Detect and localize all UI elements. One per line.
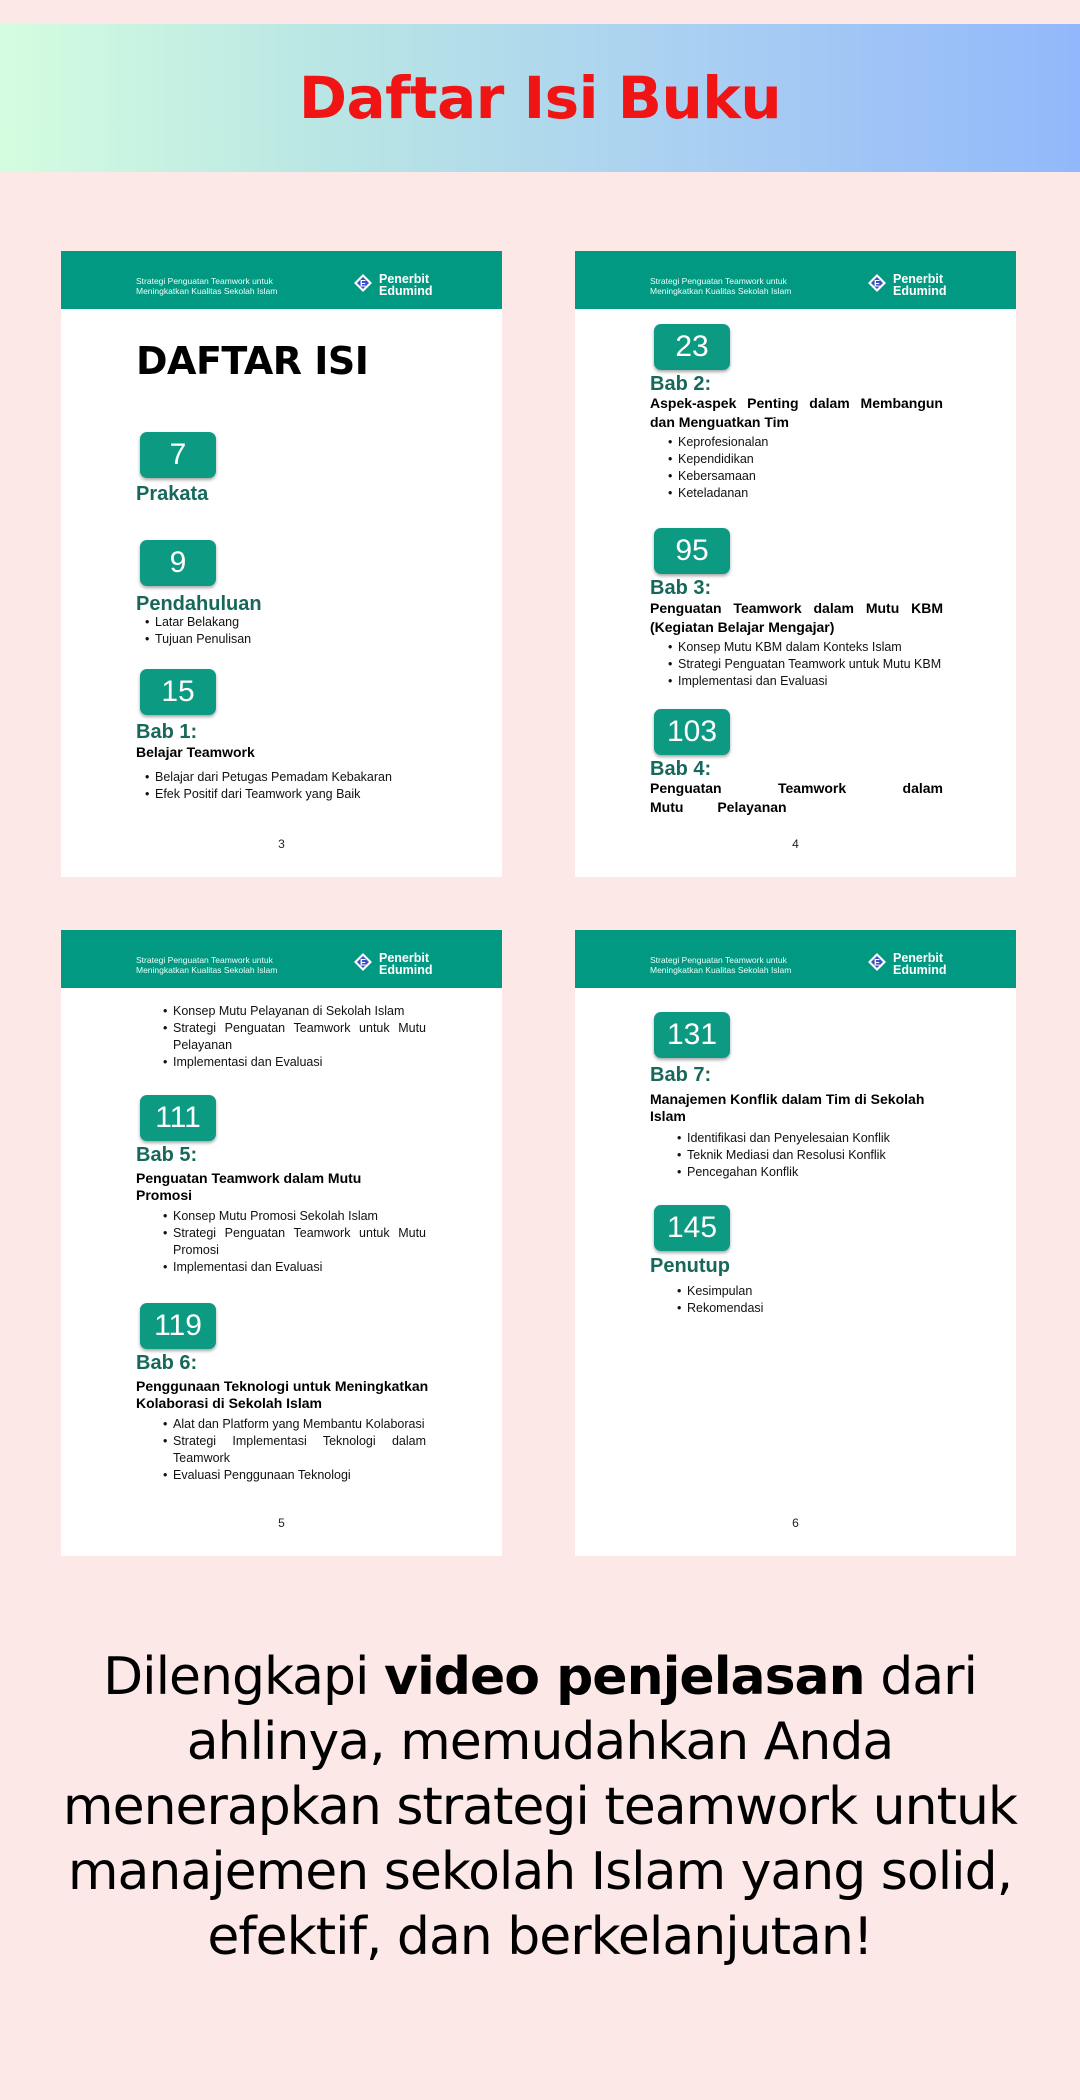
list-item: • Efek Positif dari Teamwork yang Baik	[155, 786, 425, 803]
list-item: • Konsep Mutu Promosi Sekolah Islam	[173, 1208, 426, 1225]
chapter-title: Belajar Teamwork	[136, 744, 255, 760]
list-item: • Kebersamaan	[678, 468, 938, 485]
toc-page-6	[575, 930, 1016, 1556]
list-item: • Implementasi dan Evaluasi	[173, 1259, 426, 1276]
list-item: • Latar Belakang	[155, 614, 425, 631]
list-item: • Evaluasi Penggunaan Teknologi	[173, 1467, 426, 1484]
toc-page-5	[61, 930, 502, 1556]
page-header	[575, 251, 1016, 309]
chapter-title: Penguatan Teamwork dalam Mutu Promosi	[136, 1170, 362, 1203]
list-item: • Keprofesionalan	[678, 434, 938, 451]
list-item: • Kesimpulan	[687, 1283, 940, 1300]
svg-text:E: E	[359, 278, 367, 289]
chapter-label: Bab 7:	[650, 1064, 712, 1086]
list-item: • Alat dan Platform yang Membantu Kolaborasi	[173, 1416, 426, 1433]
tagline-emphasis: video penjelasan	[384, 1647, 865, 1707]
chapter-items	[173, 1208, 426, 1276]
chapter-label: Bab 5:	[136, 1144, 198, 1166]
page-badge: 23	[654, 324, 730, 370]
list-item: • Keteladanan	[678, 485, 938, 502]
page-badge: 15	[140, 669, 216, 715]
edumind-logo-icon	[353, 952, 373, 972]
chapter-title: Aspek-aspek Penting dalam Membangun dan Menguatkan Tim	[650, 395, 943, 430]
list-item: • Implementasi dan Evaluasi	[173, 1054, 426, 1071]
list-item: • Identifikasi dan Penyelesaian Konflik	[687, 1130, 940, 1147]
page-badge: 103	[654, 709, 730, 755]
edumind-logo-icon	[353, 273, 373, 293]
edumind-logo-icon	[867, 952, 887, 972]
chapter-items	[687, 1283, 940, 1317]
publisher-name: Penerbit Edumind	[379, 951, 433, 977]
title-banner	[0, 24, 1080, 172]
chapter-items	[687, 1130, 940, 1181]
list-item: • Strategi Penguatan Teamwork untuk Mutu Pelayanan	[173, 1020, 426, 1054]
page-badge: 7	[140, 432, 216, 478]
list-item: • Implementasi dan Evaluasi	[678, 673, 943, 690]
page-number: 4	[792, 837, 799, 851]
page-badge: 95	[654, 528, 730, 574]
chapter-items	[173, 1003, 426, 1071]
page-number: 3	[278, 837, 285, 851]
chapter-items	[678, 434, 938, 502]
svg-text:E: E	[873, 278, 881, 289]
chapter-label: Prakata	[136, 483, 209, 505]
toc-page-3	[61, 251, 502, 877]
page-badge: 9	[140, 540, 216, 586]
page-number: 5	[278, 1516, 285, 1530]
chapter-label: Pendahuluan	[136, 593, 262, 615]
page-header	[61, 251, 502, 309]
chapter-title: Penguatan Teamwork dalam Mutu KBM (Kegiatan Belajar Mengajar)	[650, 600, 943, 635]
list-item: • Strategi Implementasi Teknologi dalam Teamwork	[173, 1433, 426, 1467]
book-title: Strategi Penguatan Teamwork untuk Meningkatkan Kualitas Sekolah Islam	[650, 276, 792, 296]
book-title: Strategi Penguatan Teamwork untuk Meningkatkan Kualitas Sekolah Islam	[136, 276, 278, 296]
list-item: • Teknik Mediasi dan Resolusi Konflik	[687, 1147, 940, 1164]
list-item: • Kependidikan	[678, 451, 938, 468]
page-badge: 111	[140, 1095, 216, 1141]
list-item: • Strategi Penguatan Teamwork untuk Mutu KBM	[678, 656, 943, 673]
list-item: • Belajar dari Petugas Pemadam Kebakaran	[155, 769, 425, 786]
list-item: • Rekomendasi	[687, 1300, 940, 1317]
page-header	[61, 930, 502, 988]
chapter-items	[678, 639, 943, 690]
chapter-label: Bab 3:	[650, 577, 712, 599]
toc-heading: DAFTAR ISI	[136, 339, 369, 383]
chapter-label: Bab 2:	[650, 373, 712, 395]
chapter-items	[155, 614, 425, 648]
page-badge: 119	[140, 1303, 216, 1349]
list-item: • Konsep Mutu KBM dalam Konteks Islam	[678, 639, 943, 656]
toc-page-4	[575, 251, 1016, 877]
chapter-items	[155, 769, 425, 803]
list-item: • Konsep Mutu Pelayanan di Sekolah Islam	[173, 1003, 426, 1020]
svg-text:E: E	[359, 957, 367, 968]
chapter-label: Penutup	[650, 1255, 730, 1277]
book-title: Strategi Penguatan Teamwork untuk Meningkatkan Kualitas Sekolah Islam	[650, 955, 792, 975]
chapter-title: Penguatan Teamwork dalam Mutu Pelayanan	[650, 780, 943, 815]
page-header	[575, 930, 1016, 988]
chapter-label: Bab 4:	[650, 758, 712, 780]
list-item: • Strategi Penguatan Teamwork untuk Mutu Promosi	[173, 1225, 426, 1259]
list-item: • Pencegahan Konflik	[687, 1164, 940, 1181]
chapter-label: Bab 6:	[136, 1352, 198, 1374]
promo-tagline: Dilengkapi video penjelasan dari ahlinya, memudahkan Anda menerapkan strategi teamwork untuk manajemen sekolah Islam yang solid, efektif, dan berkelanjutan!	[62, 1647, 1018, 1967]
page-title: Daftar Isi Buku	[298, 64, 782, 132]
page-badge: 145	[654, 1205, 730, 1251]
publisher-name: Penerbit Edumind	[379, 272, 433, 298]
chapter-title: Penggunaan Teknologi untuk Meningkatkan Kolaborasi di Sekolah Islam	[136, 1378, 429, 1411]
page-number: 6	[792, 1516, 799, 1530]
list-item: • Tujuan Penulisan	[155, 631, 425, 648]
book-title: Strategi Penguatan Teamwork untuk Meningkatkan Kualitas Sekolah Islam	[136, 955, 278, 975]
page-badge: 131	[654, 1012, 730, 1058]
chapter-items	[173, 1416, 426, 1484]
publisher-name: Penerbit Edumind	[893, 951, 947, 977]
chapter-label: Bab 1:	[136, 721, 198, 743]
chapter-title: Manajemen Konflik dalam Tim di Sekolah Islam	[650, 1091, 925, 1124]
edumind-logo-icon	[867, 273, 887, 293]
svg-text:E: E	[873, 957, 881, 968]
publisher-name: Penerbit Edumind	[893, 272, 947, 298]
